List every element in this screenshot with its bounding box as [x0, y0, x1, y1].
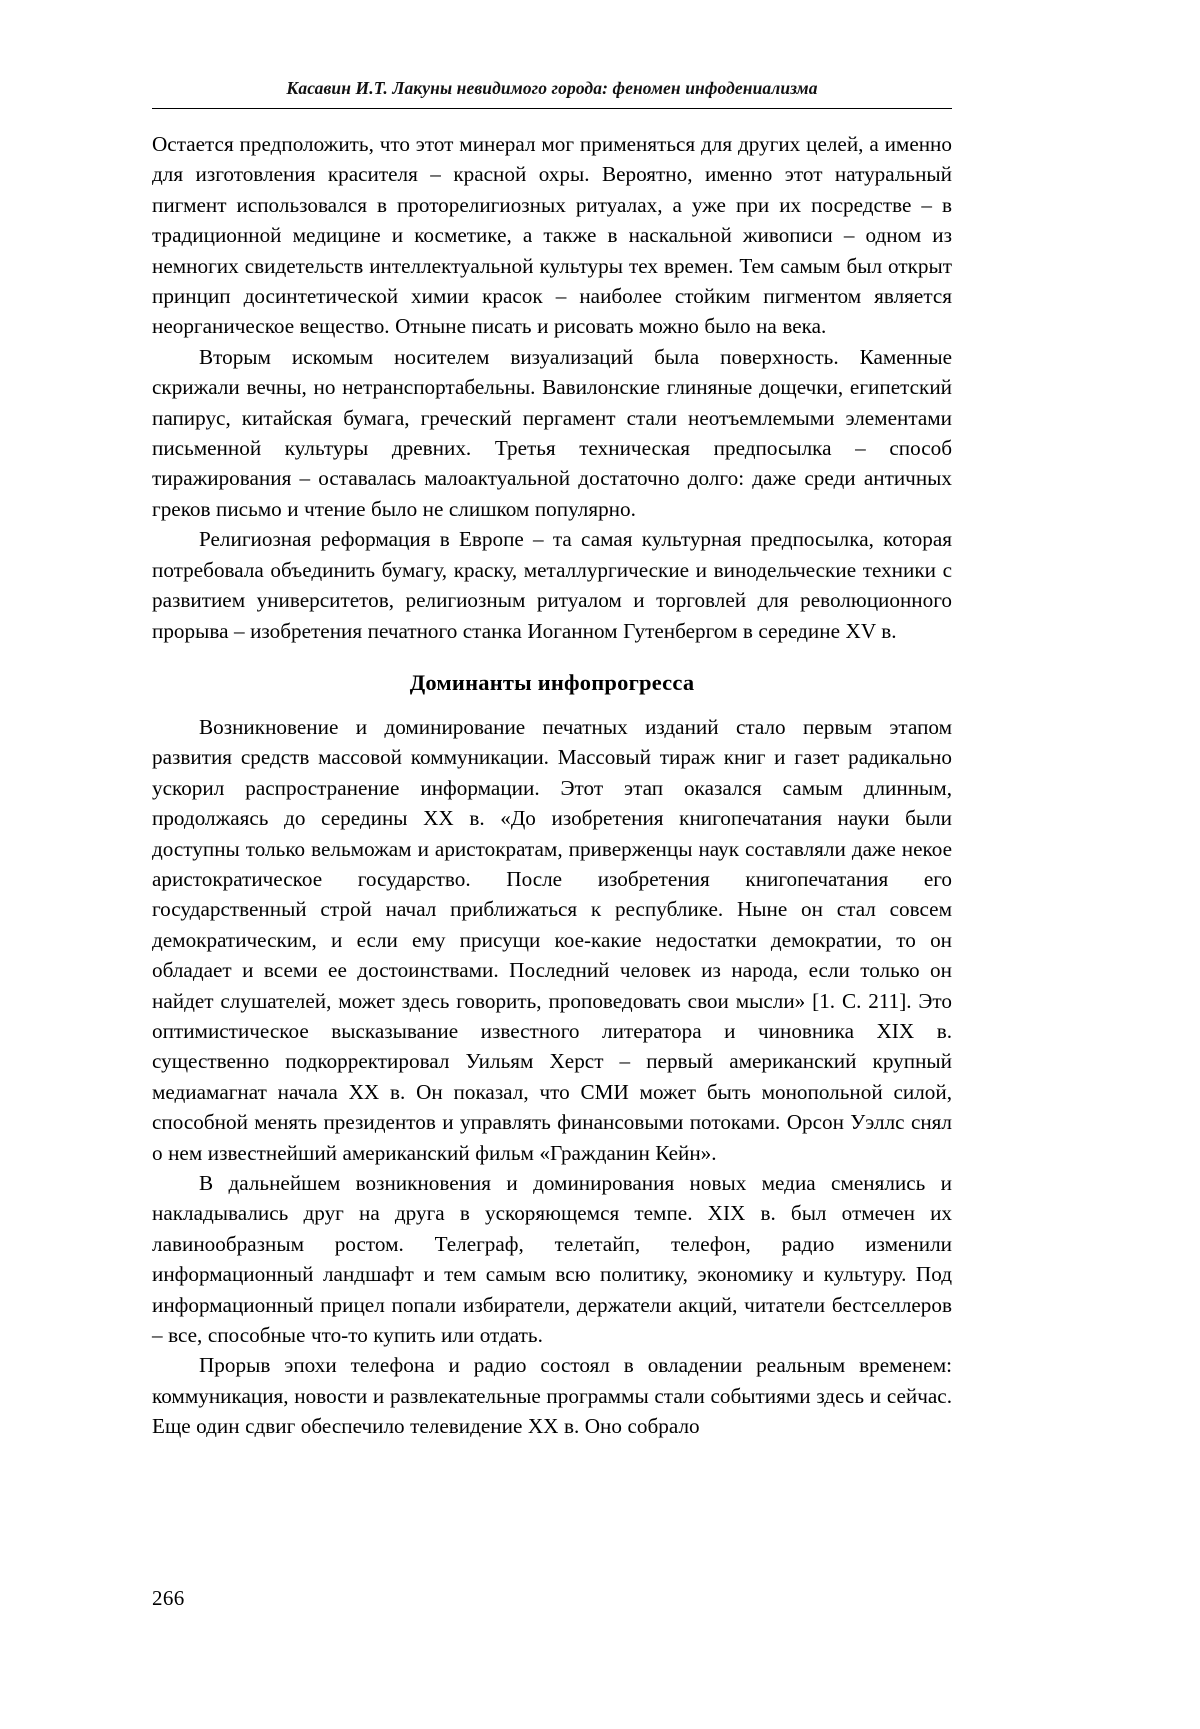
header-rule: [152, 108, 952, 109]
paragraph: В дальнейшем возникновения и доминирования новых медиа сменялись и накладывались друг на друга в ускоряющемся темпе. XIX в. был отмечен их лавинообразным ростом. Телеграф, телетайп, телефон, радио изменили информационный ландшафт и тем самым всю политику, экономику и культуру. Под информационный прицел попали избиратели, держатели акций, читатели бестселлеров – все, способные что-то купить или отдать.: [152, 1171, 952, 1348]
running-head: Касавин И.Т. Лакуны невидимого города: феномен инфодениализма: [286, 78, 818, 98]
page-content: [152, 78, 952, 1442]
paragraph: Религиозная реформация в Европе – та самая культурная предпосылка, которая потребовала объединить бумагу, краску, металлургические и винодельческие техники с развитием университетов, религиозным ритуалом и торговлей для революционного прорыва – изобретения печатного станка Иоганном Гутенбергом в середине XV в.: [152, 527, 952, 643]
paragraph: Прорыв эпохи телефона и радио состоял в овладении реальным временем: коммуникация, новости и развлекательные программы стали событиями здесь и сейчас. Еще один сдвиг обеспечило телевидение XX в. Оно собрало: [152, 1353, 952, 1439]
page-number: 266: [152, 1586, 185, 1610]
section-heading: Доминанты инфопрогресса: [409, 669, 695, 695]
paragraph: Остается предположить, что этот минерал мог применяться для других целей, а именно для изготовления красителя – красной охры. Вероятно, именно этот натуральный пигмент использовался в проторелигиозных ритуалах, а уже при их посредстве – в традиционной медицине и косметике, а также в наскальной живописи – одном из немногих свидетельств интеллектуальной культуры тех времен. Тем самым был открыт принцип досинтетической химии красок – наиболее стойким пигментом является неорганическое вещество. Отныне писать и рисовать можно было на века.: [152, 132, 952, 339]
paragraph: Вторым искомым носителем визуализаций была поверхность. Каменные скрижали вечны, но нетранспортабельны. Вавилонские глиняные дощечки, египетский папирус, китайская бумага, греческий пергамент стали неотъемлемыми элементами письменной культуры древних. Третья техническая предпосылка – способ тиражирования – оставалась малоактуальной достаточно долго: даже среди античных греков письмо и чтение было не слишком популярно.: [152, 344, 952, 521]
paragraph: Возникновение и доминирование печатных изданий стало первым этапом развития средств массовой коммуникации. Массовый тираж книг и газет радикально ускорил распространение информации. Этот этап оказался самым длинным, продолжаясь до середины XX в. «До изобретения книгопечатания науки были доступны только вельможам и аристократам, приверженцы наук составляли даже некое аристократическое государство. После изобретения книгопечатания его государственный строй начал приближаться к республике. Ныне он стал совсем демократическим, и если ему присущи кое-какие недостатки демократии, то он обладает и всеми ее достоинствами. Последний человек из народа, если только он найдет слушателей, может здесь говорить, проповедовать свои мысли» [1. С. 211]. Это оптимистическое высказывание известного литератора и чиновника XIX в. существенно подкорректировал Уильям Херст – первый американский крупный медиамагнат начала XX в. Он показал, что СМИ может быть монопольной силой, способной менять президентов и управлять финансовыми потоками. Орсон Уэллс снял о нем известнейший американский фильм «Гражданин Кейн».: [152, 714, 952, 1165]
